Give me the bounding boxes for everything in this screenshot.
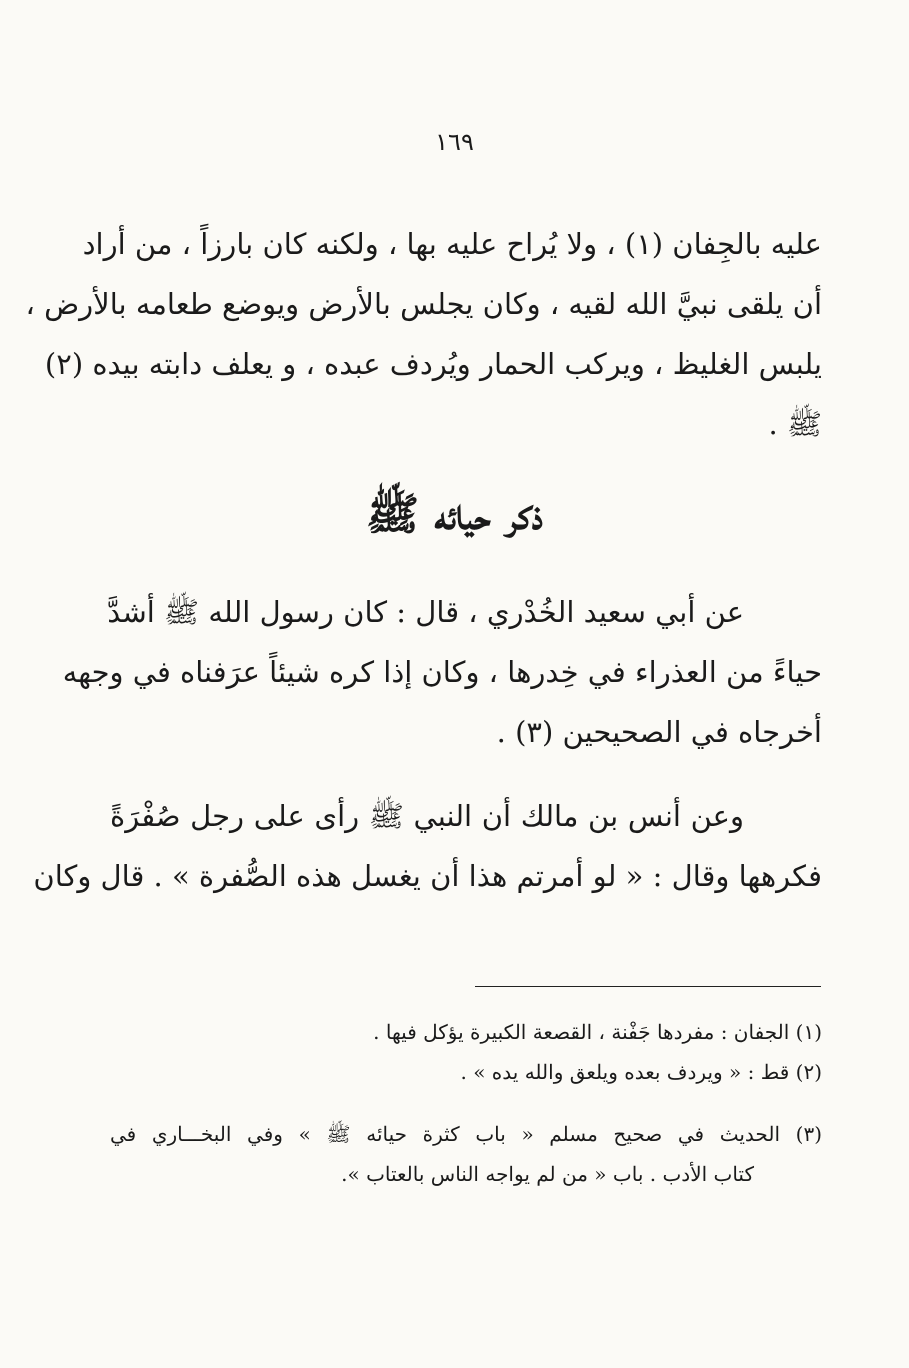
text-line: عن أبي سعيد الخُدْري ، قال : كان رسول الله ﷺ أشدَّ	[107, 595, 744, 629]
paragraph-2	[62, 582, 822, 762]
footnote-line: (٣) الحديث في صحيح مسلم « باب كثرة حيائه ﷺ » وفي البخـــاري في	[110, 1122, 822, 1146]
footnotes	[110, 1012, 822, 1194]
footnote-line: كتاب الأدب . باب « من لم يواجه الناس بالعتاب ».	[341, 1162, 754, 1186]
text-line: يلبس الغليظ ، ويركب الحمار ويُردف عبده ، و يعلف دابته بيده (٢)	[44, 347, 822, 381]
footnote-line: (٢) قط : « ويردف بعده ويلعق والله يده » .	[460, 1060, 822, 1084]
footnote-line: (١) الجفان : مفردها جَفْنة ، القصعة الكبيرة يؤكل فيها .	[373, 1020, 822, 1044]
text-line: أخرجاه في الصحيحين (٣) .	[496, 715, 822, 749]
text-line: فكرهها وقال : « لو أمرتم هذا أن يغسل هذه الصُّفرة » . قال وكان	[33, 859, 822, 893]
text-line: عليه بالجِفان (١) ، ولا يُراح عليه بها ، ولكنه كان بارزاً ، من أراد	[82, 227, 822, 261]
paragraph-3	[33, 786, 822, 906]
text-line: وعن أنس بن مالك أن النبي ﷺ رأى على رجل صُفْرَةً	[110, 799, 744, 833]
text-line: أن يلقى نبيَّ الله لقيه ، وكان يجلس بالأرض ويوضع طعامه بالأرض ،	[25, 287, 822, 321]
footnote-divider	[475, 986, 821, 987]
text-line: حياءً من العذراء في خِدرها ، وكان إذا كره شيئاً عرَفناه في وجهه	[62, 655, 822, 689]
text-line: ﷺ .	[768, 407, 822, 441]
section-heading: ذكر حيائه ﷺ	[366, 489, 543, 540]
page-number: ١٦٩	[435, 128, 474, 156]
paragraph-1	[25, 214, 822, 454]
